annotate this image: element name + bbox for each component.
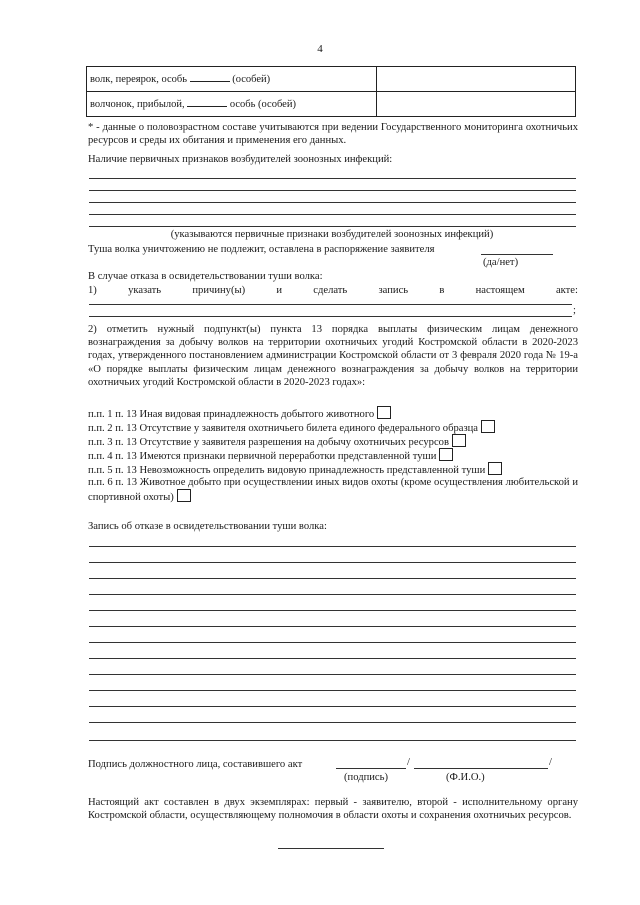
count-blank [190, 72, 230, 82]
table-cell-empty [377, 67, 576, 92]
item1-word: указать [128, 285, 162, 296]
slash-icon: / [407, 757, 410, 768]
table-cell-cub [87, 92, 377, 117]
sign-caption: (подпись) [344, 772, 388, 783]
carcass-text: Туша волка уничтожению не подлежит, оставлена в распоряжение заявителя [88, 244, 435, 255]
carcass-caption: (да/нет) [483, 257, 519, 268]
footnote: * - данные о половозрастном составе учитываются при ведении Государственного мониторинга охотничьих ресурсов и среды их обитания и применения его данных. [88, 122, 578, 147]
fill-line [89, 722, 576, 723]
checklist-label: п.п. 6 п. 13 Животное добыто при осуществлении иных видов охоты (кроме осуществления любительской и спортивной охоты) [88, 477, 578, 504]
fill-line [89, 626, 576, 627]
item1-word: сделать [313, 285, 348, 296]
fill-line [89, 740, 576, 741]
checklist-label: п.п. 2 п. 13 Отсутствие у заявителя охотничьего билета единого федерального образца [88, 423, 479, 434]
row-adult-prefix: волк, переярок, особь [90, 73, 188, 85]
item1-word: настоящем [475, 285, 525, 296]
row-adult-suffix: (особей) [232, 73, 271, 85]
fill-line [89, 178, 576, 179]
checklist-item [88, 434, 466, 449]
infections-label: Наличие первичных признаков возбудителей зоонозных инфекций: [88, 154, 393, 165]
table-row [87, 92, 576, 117]
signature-label: Подпись должностного лица, составившего акт [88, 759, 303, 770]
item1-word: акте: [555, 285, 578, 296]
checkbox[interactable] [452, 434, 466, 447]
slash-icon: / [549, 757, 552, 768]
fill-line [89, 642, 576, 643]
name-blank [414, 768, 548, 769]
row-cub-suffix: особь (особей) [229, 98, 296, 110]
fill-line [89, 706, 576, 707]
refusal-record-label: Запись об отказе в освидетельствовании туши волка: [88, 521, 327, 532]
table-cell-adult [87, 67, 377, 92]
closing-text: Настоящий акт составлен в двух экземплярах: первый - заявителю, второй - исполнительному органу Костромской области, осуществляющему полномочия в области охоты и сохранения охотничьих ресурсов. [88, 797, 578, 822]
checklist-item [88, 476, 578, 504]
checkbox[interactable] [488, 462, 502, 475]
fill-line [89, 190, 576, 191]
item1-word: в [439, 285, 445, 296]
checkbox[interactable] [481, 420, 495, 433]
fill-line [89, 304, 572, 305]
checklist-label: п.п. 4 п. 13 Имеются признаки первичной переработки представленной туши [88, 451, 437, 462]
fill-line [89, 214, 576, 215]
end-divider [278, 848, 384, 849]
fill-line [89, 562, 576, 563]
checklist-item [88, 406, 391, 421]
fill-line [89, 578, 576, 579]
name-caption: (Ф.И.О.) [446, 772, 485, 783]
fill-line [89, 226, 576, 227]
row-cub-prefix: волчонок, прибылой, [90, 98, 185, 110]
item1-word: и [276, 285, 283, 296]
checkbox[interactable] [439, 448, 453, 461]
table-row [87, 67, 576, 92]
fill-line [89, 546, 576, 547]
table-cell-empty [377, 92, 576, 117]
checklist-label: п.п. 5 п. 13 Невозможность определить видовую принадлежность представленной туши [88, 465, 486, 476]
item1-end: ; [573, 305, 576, 316]
fill-line [89, 610, 576, 611]
signature-blank [336, 768, 406, 769]
wolf-count-table [86, 66, 576, 117]
fill-line [89, 658, 576, 659]
item2-text: 2) отметить нужный подпункт(ы) пункта 13 порядка выплаты физическим лицам денежного вознаграждения за добычу волков на территории охотничьих угодий Костромской области в 2020-2023 годах, утвержденного постановлением администрации Костромской области от 3 февраля 2020 года № 19-а «О порядке выплаты физическим лицам денежного вознаграждения за добычу волков на территории охотничьих угодий Костромской области в 2020-2023 годах»: [88, 324, 578, 388]
refusal-heading: В случае отказа в освидетельствовании туши волка: [88, 271, 323, 282]
item1-line [88, 284, 578, 297]
fill-line [89, 690, 576, 691]
page-number: 4 [317, 43, 323, 55]
fill-line [89, 316, 572, 317]
checklist-item [88, 448, 453, 463]
checkbox[interactable] [177, 489, 191, 502]
checklist-label: п.п. 3 п. 13 Отсутствие у заявителя разрешения на добычу охотничьих ресурсов [88, 437, 449, 448]
item1-word: запись [378, 285, 409, 296]
count-blank [187, 97, 227, 107]
fill-line [89, 202, 576, 203]
item1-word: 1) [88, 285, 97, 296]
carcass-answer-blank [481, 254, 553, 255]
checkbox[interactable] [377, 406, 391, 419]
checklist-item [88, 462, 502, 477]
fill-line [89, 594, 576, 595]
checklist-label: п.п. 1 п. 13 Иная видовая принадлежность добытого животного [88, 409, 375, 420]
item1-word: причину(ы) [192, 285, 246, 296]
fill-line [89, 674, 576, 675]
infections-caption: (указываются первичные признаки возбудителей зоонозных инфекций) [170, 229, 494, 240]
checklist-item [88, 420, 495, 435]
